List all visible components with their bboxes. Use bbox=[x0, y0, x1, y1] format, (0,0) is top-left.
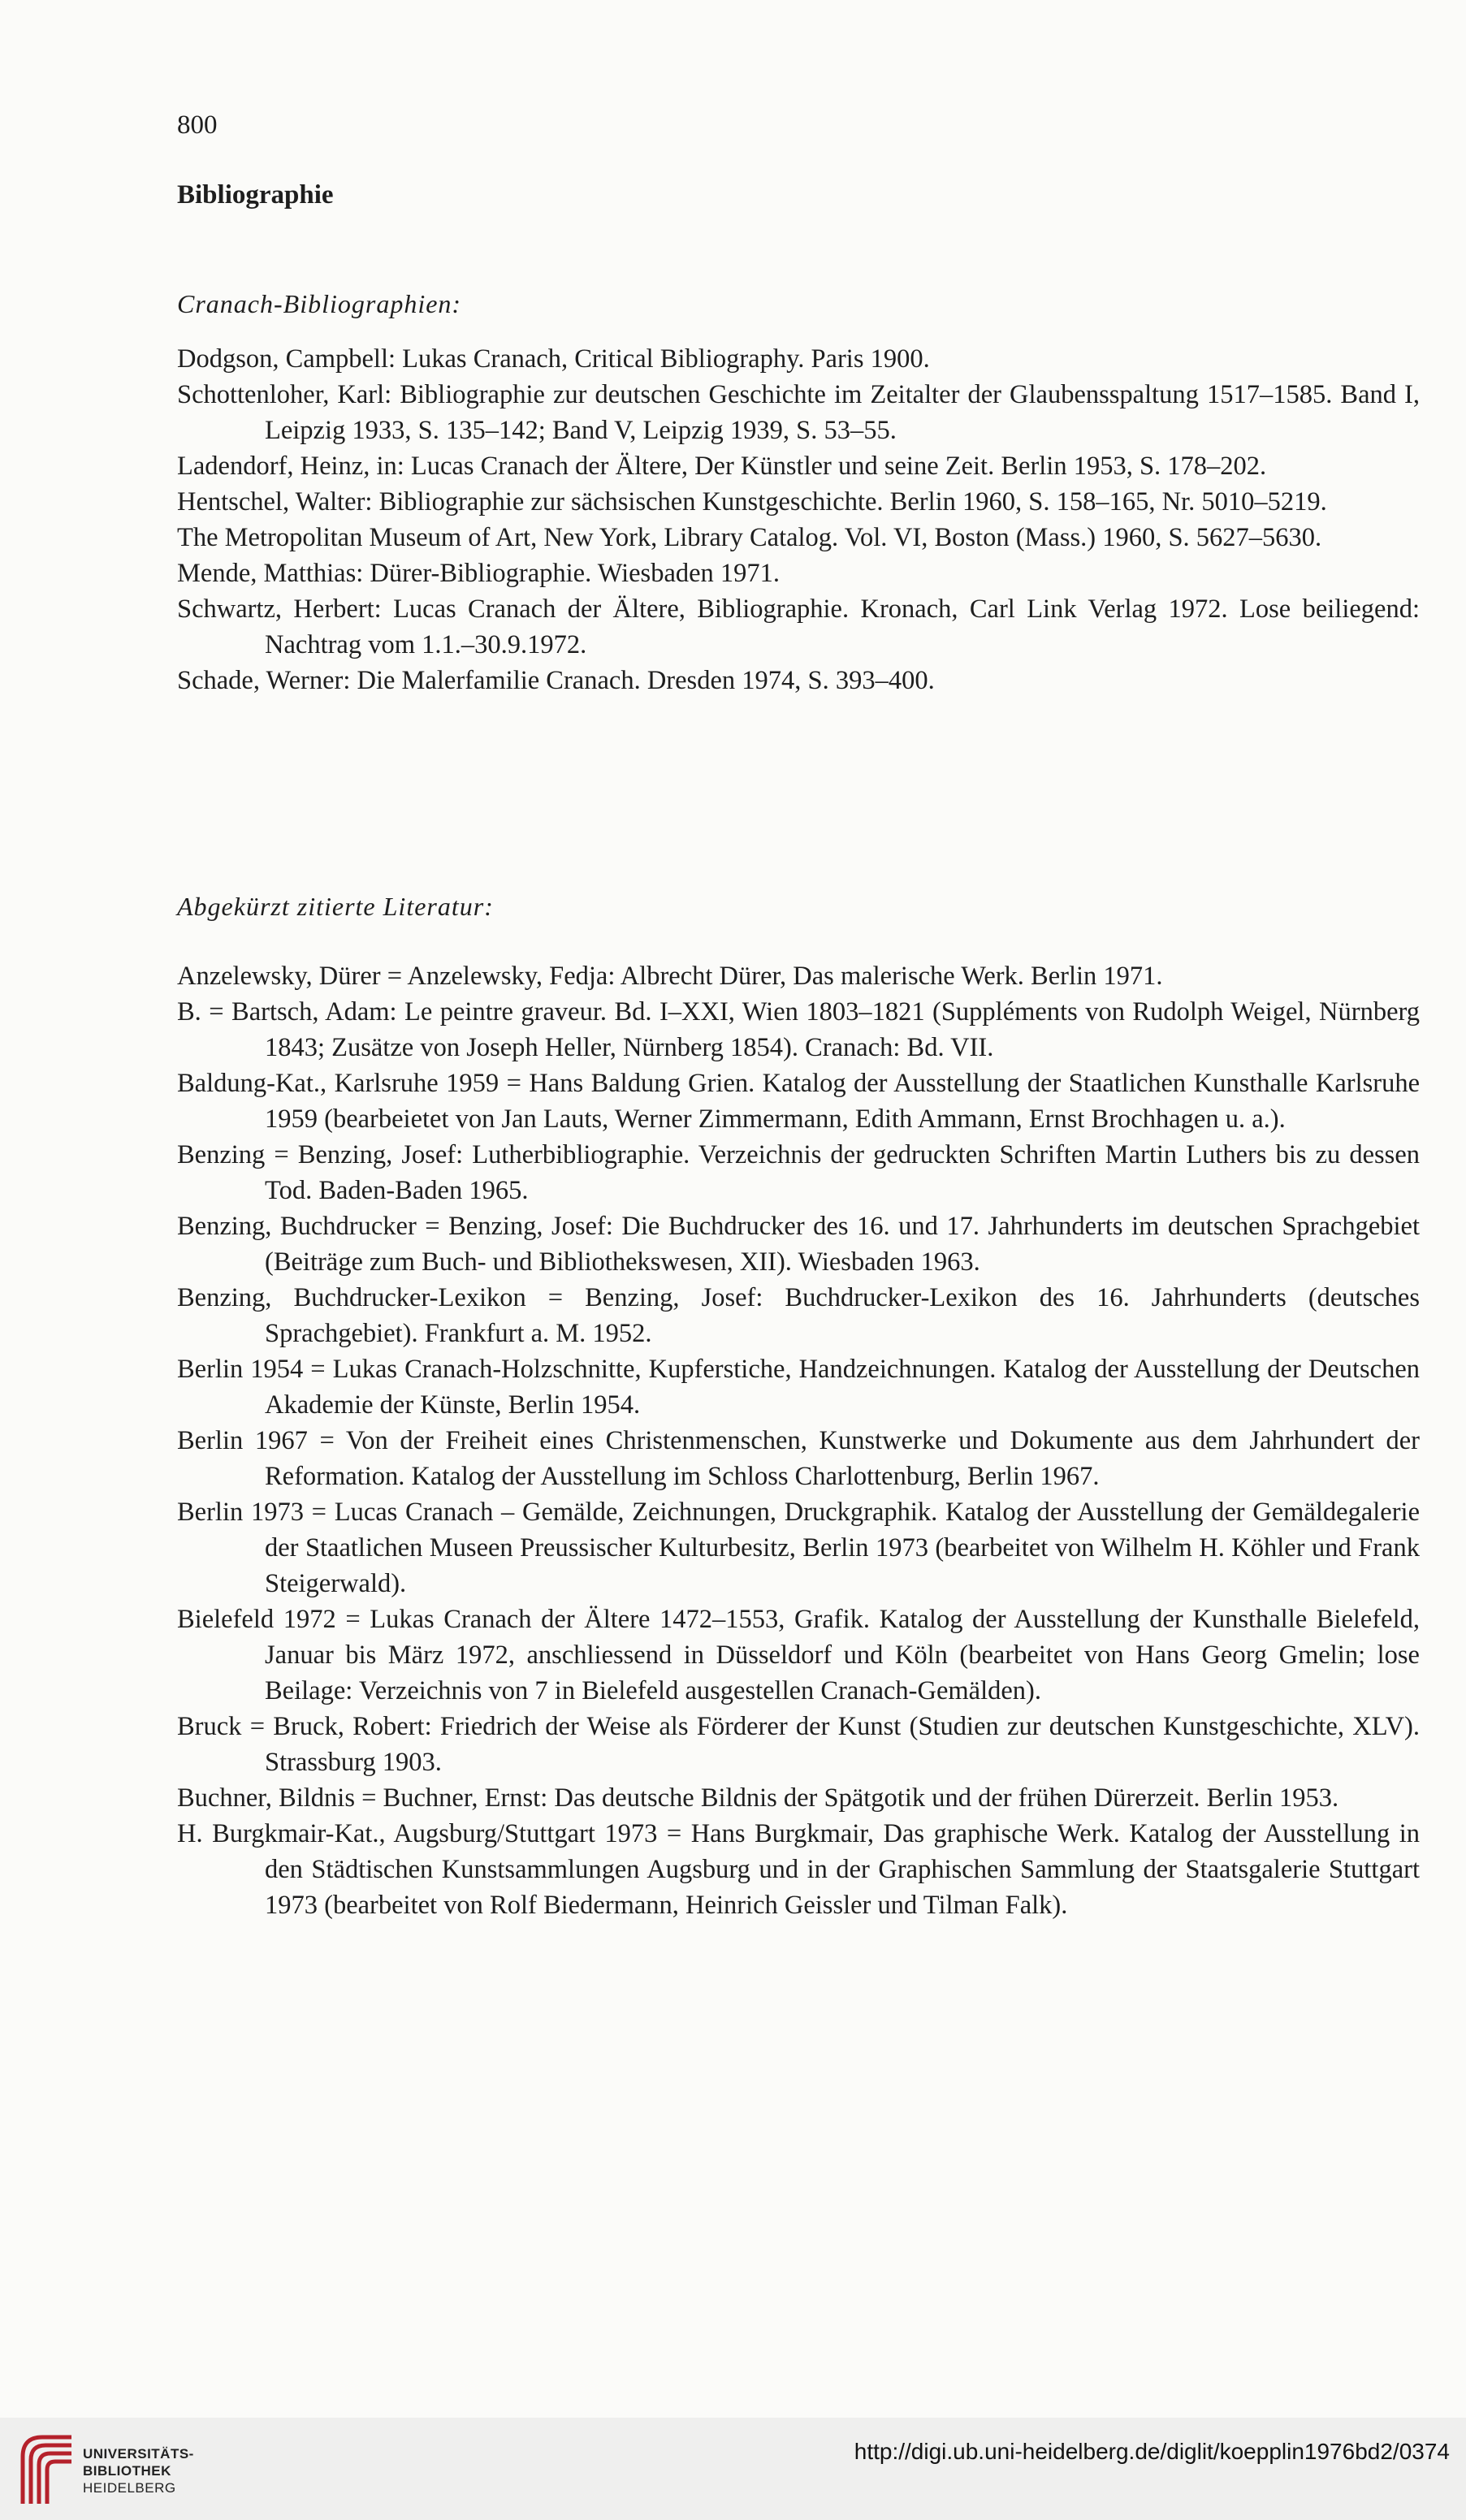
heidelberg-library-logo-icon bbox=[16, 2432, 78, 2507]
section-title-abbreviated: Abgekürzt zitierte Literatur: bbox=[177, 892, 494, 921]
permalink-url[interactable]: http://digi.ub.uni-heidelberg.de/diglit/koepplin1976bd2/0374 bbox=[854, 2439, 1450, 2464]
bibliography-entry: Schottenloher, Karl: Bibliographie zur deutschen Geschichte im Zeitalter der Glaubensspaltung 1517–1585. Band I, Leipzig 1933, S. 135–142; Band V, Leipzig 1939, S. 53–55. bbox=[177, 380, 1420, 445]
bibliography-entry: Benzing, Buchdrucker-Lexikon = Benzing, Josef: Buchdrucker-Lexikon des 16. Jahrhunderts (deutsches Sprachgebiet). Frankfurt a. M. 1952. bbox=[177, 1283, 1420, 1348]
bibliography-entry: Berlin 1973 = Lucas Cranach – Gemälde, Zeichnungen, Druckgraphik. Katalog der Ausstellung der Gemäldegalerie der Staatlichen Museen Preussischer Kulturbesitz, Berlin 1973 (bearbeitet von Wilhelm H. Köhler und Frank Steigerwald). bbox=[177, 1498, 1420, 1598]
bibliography-entry: B. = Bartsch, Adam: Le peintre graveur. Bd. I–XXI, Wien 1803–1821 (Suppléments von Rudolph Weigel, Nürnberg 1843; Zusätze von Joseph Heller, Nürnberg 1854). Cranach: Bd. VII. bbox=[177, 997, 1420, 1062]
library-name bbox=[83, 2445, 194, 2496]
section-title-cranach: Cranach-Bibliographien: bbox=[177, 289, 462, 318]
viewer-footer bbox=[0, 2418, 1466, 2520]
cranach-bibliography-list bbox=[177, 341, 1420, 698]
bibliography-entry: Berlin 1967 = Von der Freiheit eines Christenmenschen, Kunstwerke und Dokumente aus dem Jahrhundert der Reformation. Katalog der Ausstellung im Schloss Charlottenburg, Berlin 1967. bbox=[177, 1426, 1420, 1491]
abbreviated-literature-list bbox=[177, 958, 1420, 1923]
bibliography-entry: Ladendorf, Heinz, in: Lucas Cranach der Ältere, Der Künstler und seine Zeit. Berlin 1953, S. 178–202. bbox=[177, 452, 1267, 481]
bibliography-entry: Berlin 1954 = Lukas Cranach-Holzschnitte, Kupferstiche, Handzeichnungen. Katalog der Ausstellung der Deutschen Akademie der Künste, Berlin 1954. bbox=[177, 1355, 1420, 1420]
page-number: 800 bbox=[177, 110, 218, 140]
bibliography-entry: Baldung-Kat., Karlsruhe 1959 = Hans Baldung Grien. Katalog der Ausstellung der Staatlichen Kunsthalle Karlsruhe 1959 (bearbeietet von Jan Lauts, Werner Zimmermann, Edith Ammann, Ernst Brochhagen u. a.). bbox=[177, 1069, 1420, 1134]
bibliography-entry: H. Burgkmair-Kat., Augsburg/Stuttgart 1973 = Hans Burgkmair, Das graphische Werk. Katalog der Ausstellung in den Städtischen Kunstsammlungen Augsburg und in der Graphischen Sammlung der Staatsgalerie Stuttgart 1973 (bearbeitet von Rolf Biedermann, Heinrich Geissler und Tilman Falk). bbox=[177, 1819, 1420, 1920]
bibliography-entry: The Metropolitan Museum of Art, New York, Library Catalog. Vol. VI, Boston (Mass.) 1960, S. 5627–5630. bbox=[177, 523, 1322, 552]
bibliography-entry: Anzelewsky, Dürer = Anzelewsky, Fedja: Albrecht Dürer, Das malerische Werk. Berlin 1971. bbox=[177, 962, 1163, 991]
bibliography-entry: Bruck = Bruck, Robert: Friedrich der Weise als Förderer der Kunst (Studien zur deutschen Kunstgeschichte, XLV). Strassburg 1903. bbox=[177, 1712, 1420, 1777]
library-name-line: UNIVERSITÄTS- bbox=[83, 2446, 194, 2462]
bibliography-entry: Schade, Werner: Die Malerfamilie Cranach. Dresden 1974, S. 393–400. bbox=[177, 666, 935, 695]
page-heading: Bibliographie bbox=[177, 180, 334, 210]
bibliography-entry: Dodgson, Campbell: Lukas Cranach, Critical Bibliography. Paris 1900. bbox=[177, 344, 930, 374]
library-name-line: BIBLIOTHEK bbox=[83, 2463, 171, 2479]
bibliography-entry: Bielefeld 1972 = Lukas Cranach der Ältere 1472–1553, Grafik. Katalog der Ausstellung der Kunsthalle Bielefeld, Januar bis März 1972, anschliessend in Düsseldorf und Köln (bearbeitet von Hans Georg Gmelin; lose Beilage: Verzeichnis von 7 in Bielefeld ausgestellen Cranach-Gemälden). bbox=[177, 1605, 1420, 1705]
bibliography-entry: Mende, Matthias: Dürer-Bibliographie. Wiesbaden 1971. bbox=[177, 559, 781, 588]
library-name-line: HEIDELBERG bbox=[83, 2480, 176, 2496]
bibliography-entry: Hentschel, Walter: Bibliographie zur sächsischen Kunstgeschichte. Berlin 1960, S. 158–165, Nr. 5010–5219. bbox=[177, 487, 1327, 517]
bibliography-entry: Benzing, Buchdrucker = Benzing, Josef: Die Buchdrucker des 16. und 17. Jahrhunderts im deutschen Sprachgebiet (Beiträge zum Buch- und Bibliothekswesen, XII). Wiesbaden 1963. bbox=[177, 1212, 1420, 1277]
bibliography-entry: Buchner, Bildnis = Buchner, Ernst: Das deutsche Bildnis der Spätgotik und der frühen Dürerzeit. Berlin 1953. bbox=[177, 1783, 1339, 1813]
bibliography-entry: Schwartz, Herbert: Lucas Cranach der Ältere, Bibliographie. Kronach, Carl Link Verlag 1972. Lose beiliegend: Nachtrag vom 1.1.–30.9.1972. bbox=[177, 594, 1420, 659]
bibliography-entry: Benzing = Benzing, Josef: Lutherbibliographie. Verzeichnis der gedruckten Schriften Martin Luthers bis zu dessen Tod. Baden-Baden 1965. bbox=[177, 1140, 1420, 1205]
